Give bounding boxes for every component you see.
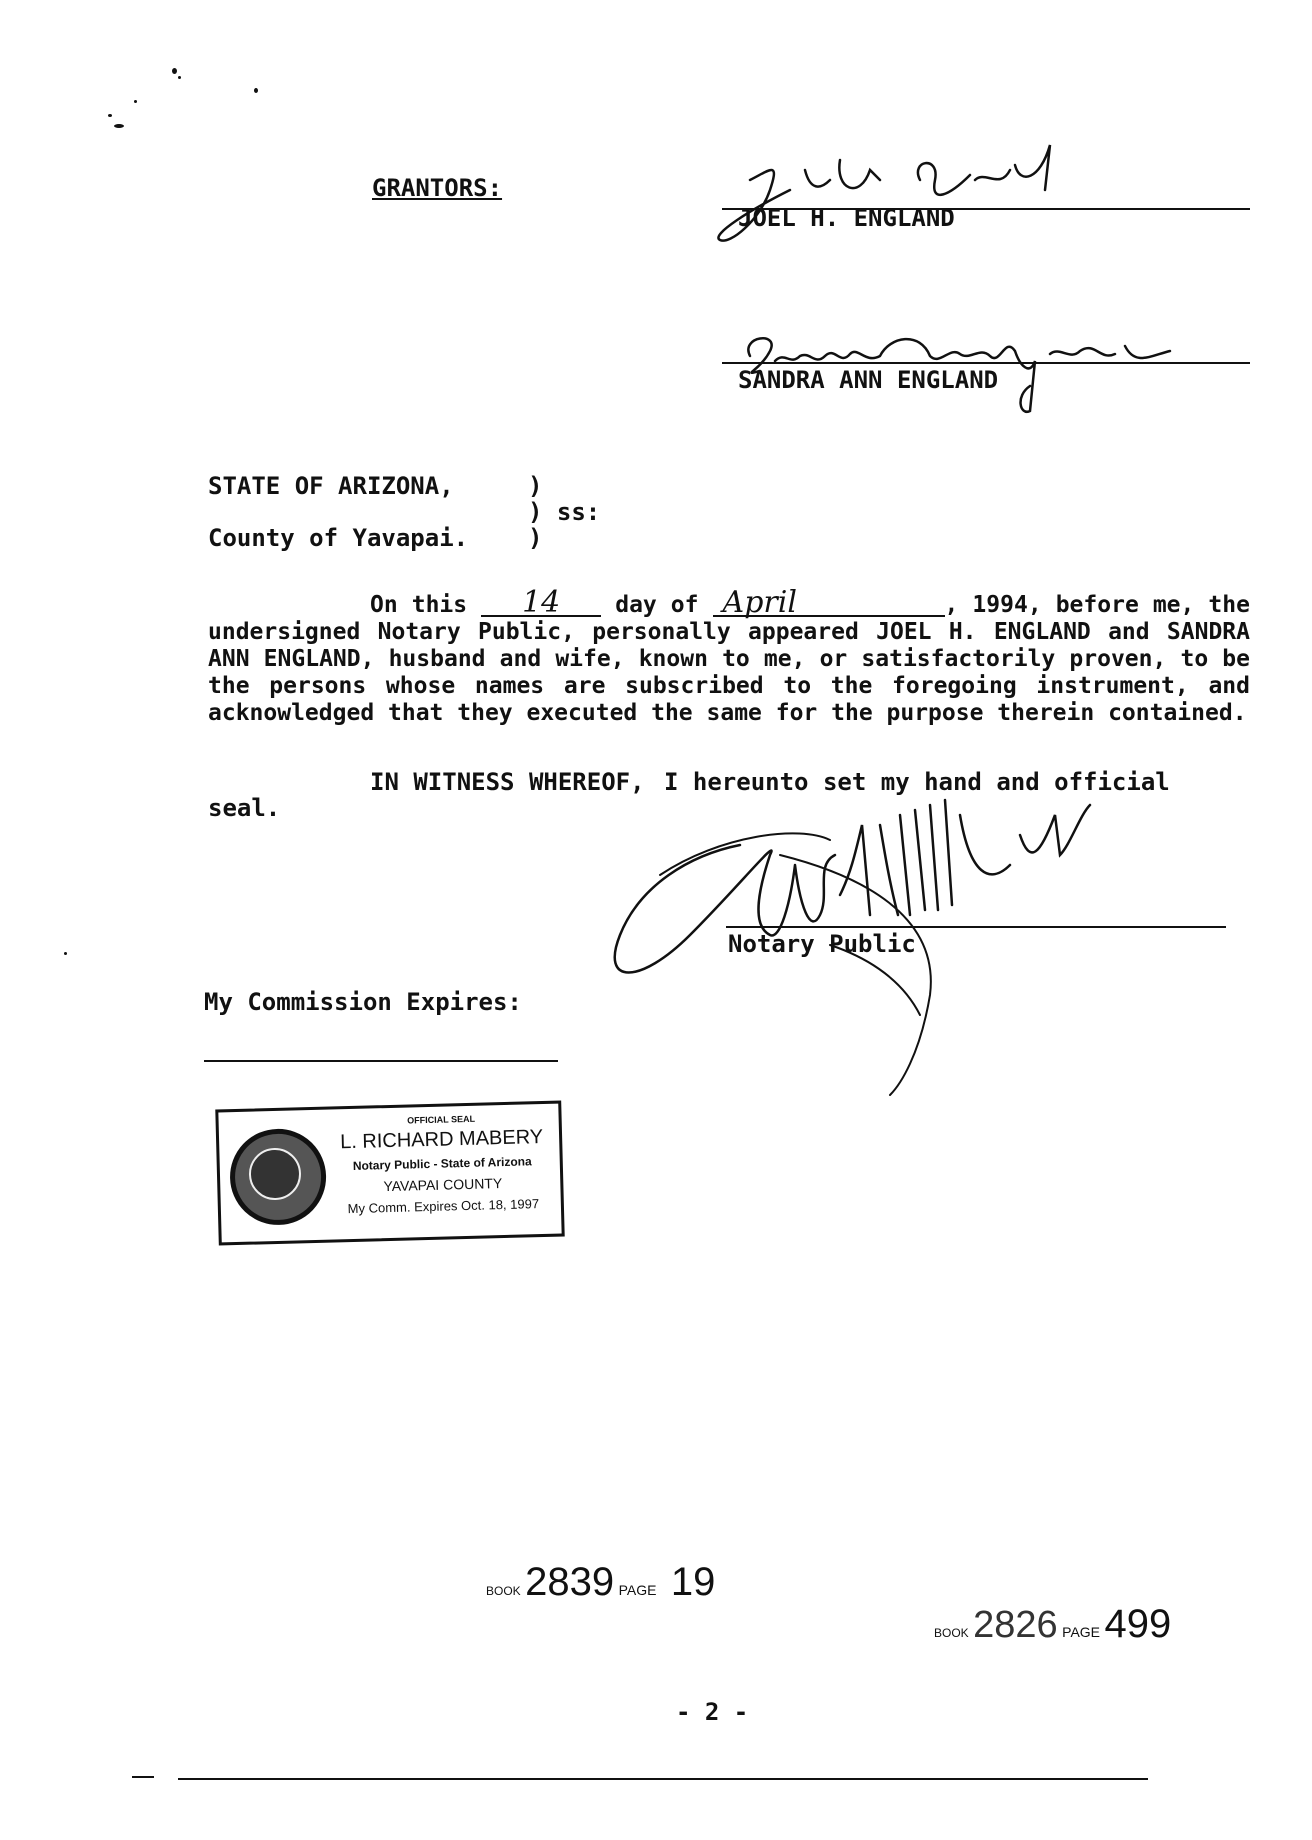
grantor-1-name: JOEL H. ENGLAND bbox=[738, 204, 955, 232]
seal-county: YAVAPAI COUNTY bbox=[383, 1175, 503, 1195]
stamp-1-book-label: BOOK bbox=[486, 1584, 521, 1598]
bottom-rule-short bbox=[132, 1776, 154, 1778]
witness-lead: IN WITNESS WHEREOF, bbox=[370, 768, 645, 796]
grantor-2-name: SANDRA ANN ENGLAND bbox=[738, 366, 999, 394]
notary-signature bbox=[600, 795, 1160, 1099]
scan-speck bbox=[172, 68, 177, 74]
stamp-2-page: 499 bbox=[1104, 1602, 1172, 1646]
witness-seal: seal. bbox=[208, 794, 281, 822]
scan-speck bbox=[64, 952, 67, 955]
stamp-1-page: 19 bbox=[670, 1560, 716, 1604]
stamp-2-book-label: BOOK bbox=[934, 1626, 969, 1640]
notary-seal-stamp bbox=[215, 1100, 564, 1245]
stamp-1-book: 2839 bbox=[525, 1560, 615, 1604]
ack-month: April bbox=[722, 585, 797, 620]
acknowledgment-paragraph bbox=[208, 585, 1250, 727]
scan-speck bbox=[134, 100, 137, 103]
ack-day-of: day of bbox=[615, 592, 699, 618]
grantors-label: GRANTORS: bbox=[372, 174, 503, 202]
scan-speck bbox=[108, 114, 112, 117]
ack-body: , 1994, before me, the undersigned Notary Public, personally appeared JOEL H. ENGLAND and SANDRA ANN ENGLAND, husband and wife, known to me, or satisfactorily proven, to be the persons whose names are subscribed to the foregoing instrument, and acknowledged that they executed the same for the purpose therein contained. bbox=[208, 592, 1250, 726]
stamp-2-book: 2826 bbox=[973, 1604, 1058, 1646]
seal-notary-state: Notary Public - State of Arizona bbox=[352, 1154, 532, 1173]
stamp-1-page-label: PAGE bbox=[618, 1582, 657, 1598]
venue-ss: ) ss: bbox=[528, 498, 601, 526]
seal-title: OFFICIAL SEAL bbox=[407, 1113, 476, 1126]
commission-date-line bbox=[204, 1060, 558, 1062]
seal-notary-name: L. RICHARD MABERY bbox=[339, 1125, 544, 1154]
scan-speck bbox=[178, 76, 181, 79]
ack-lead: On this bbox=[370, 592, 468, 618]
venue-paren: ) bbox=[528, 524, 543, 552]
witness-text: I hereunto set my hand and official bbox=[664, 768, 1170, 796]
scan-speck bbox=[114, 124, 124, 128]
ack-day: 14 bbox=[522, 585, 561, 620]
grantor-1-signature bbox=[710, 150, 1090, 254]
venue-county: County of Yavapai. bbox=[208, 524, 469, 552]
recording-stamp-1 bbox=[486, 1560, 715, 1605]
recording-stamp-2 bbox=[934, 1602, 1171, 1647]
seal-expiration: My Comm. Expires Oct. 18, 1997 bbox=[347, 1196, 540, 1217]
venue-paren: ) bbox=[528, 472, 543, 500]
scan-speck bbox=[254, 88, 258, 93]
grantor-2-signature bbox=[730, 316, 1190, 420]
commission-label: My Commission Expires: bbox=[204, 988, 522, 1016]
venue-state: STATE OF ARIZONA, bbox=[208, 472, 454, 500]
notary-label: Notary Public bbox=[728, 930, 916, 958]
stamp-2-page-label: PAGE bbox=[1062, 1624, 1101, 1640]
page-number: - 2 - bbox=[676, 1698, 749, 1726]
state-seal-emblem bbox=[229, 1128, 327, 1226]
bottom-rule bbox=[178, 1778, 1148, 1780]
